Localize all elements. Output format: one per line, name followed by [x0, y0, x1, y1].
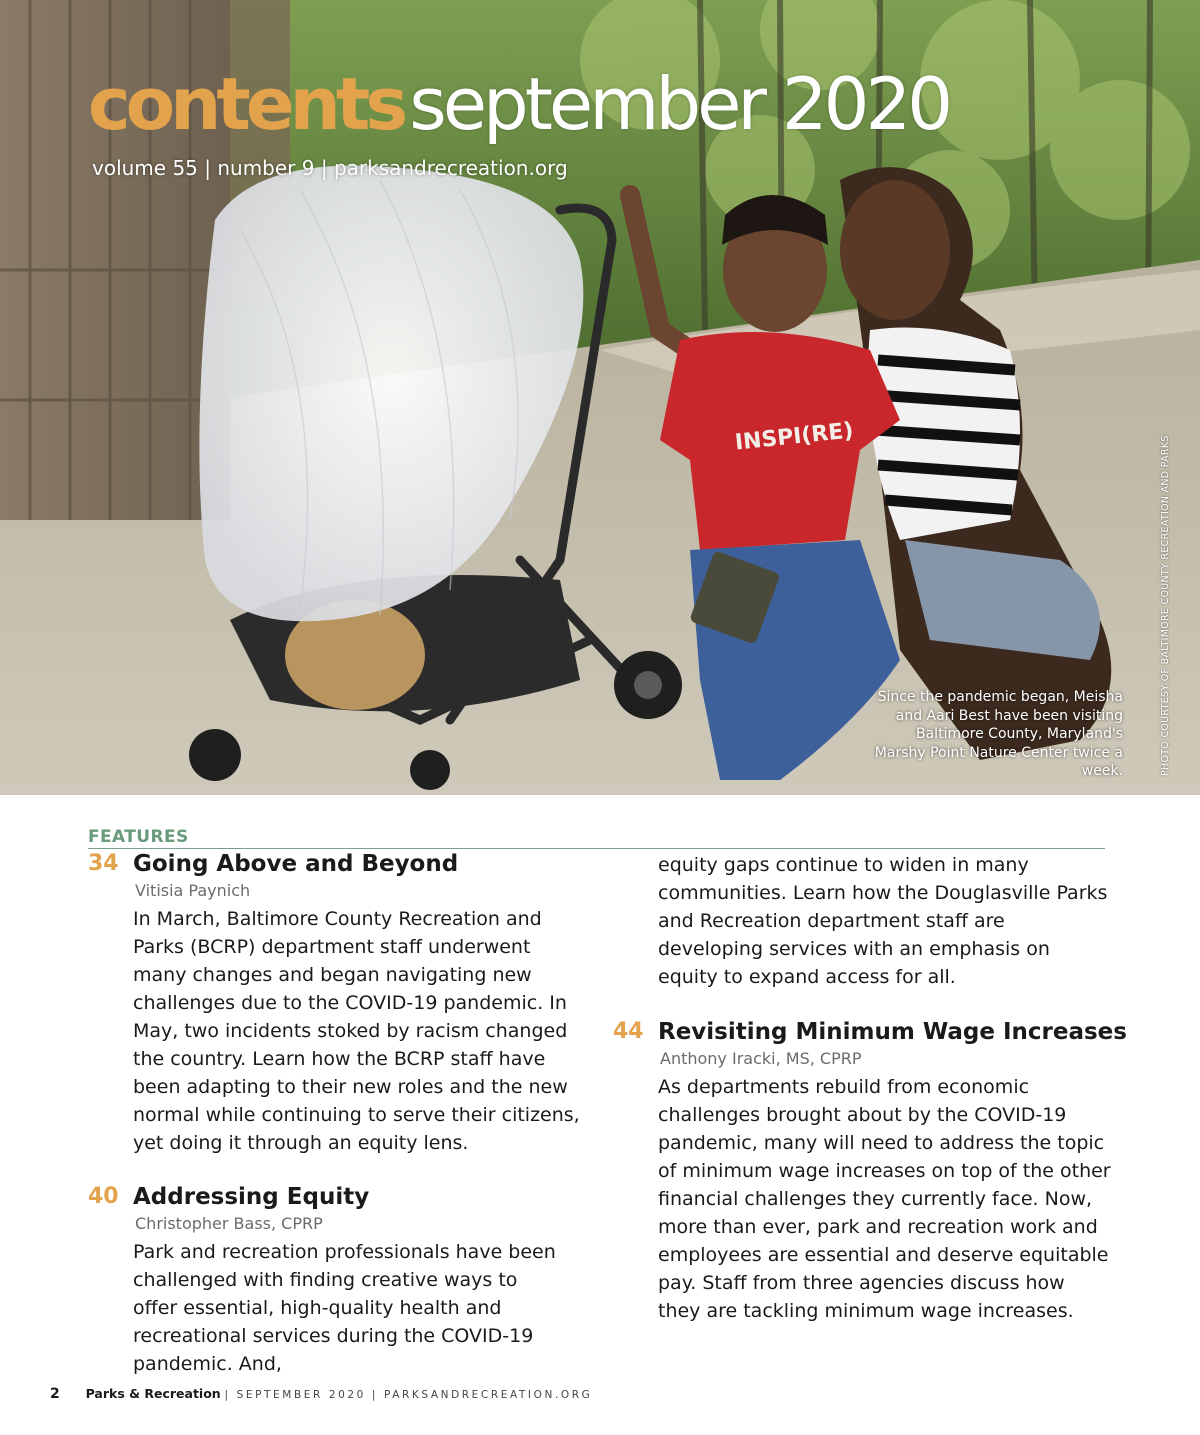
- article-page-number: 40: [88, 1184, 119, 1209]
- article-author: Anthony Iracki, MS, CPRP: [660, 1049, 862, 1068]
- features-heading: FEATURES: [88, 827, 189, 847]
- shirt-print-text: INSPI(RE): [733, 418, 855, 456]
- article-44[interactable]: [613, 1019, 1127, 1325]
- article-summary-continued: equity gaps continue to widen in many communities. Learn how the Douglasville Parks and Recreation department staff are developing services with an emphasis on equity to expand access for all.: [658, 854, 1108, 988]
- article-40[interactable]: [88, 1184, 588, 1378]
- volume-line: volume 55 | number 9 | parksandrecreation.org: [92, 156, 568, 180]
- article-summary: As departments rebuild from economic challenges brought about by the COVID-19 pandemic, many will need to address the topic of minimum wage increases on top of the other financial challenges they currently face. Now, more than ever, park and recreation work and employees are essential and deserve equitable pay. Staff from three agencies discuss how they are tackling minimum wage increases.: [658, 1076, 1111, 1322]
- photo-credit: PHOTO COURTESY OF BALTIMORE COUNTY RECREATION AND PARKS: [1160, 435, 1171, 776]
- article-summary: In March, Baltimore County Recreation and Parks (BCRP) department staff underwent many changes and began navigating new challenges due to the COVID-19 pandemic. In May, two incidents stoked by racism changed the country. Learn how the BCRP staff have been adapting to their new roles and the new normal while continuing to serve their citizens, yet doing it through an equity lens.: [133, 908, 580, 1154]
- features-divider: [88, 848, 1105, 849]
- magazine-name: Parks & Recreation: [85, 1386, 221, 1401]
- article-author: Vitisia Paynich: [135, 881, 251, 900]
- article-title[interactable]: Going Above and Beyond: [133, 851, 459, 877]
- footer-issue-info: | SEPTEMBER 2020 | PARKSANDRECREATION.ORG: [224, 1389, 593, 1401]
- title-contents: contents: [88, 62, 404, 146]
- article-page-number: 44: [613, 1019, 644, 1044]
- article-34[interactable]: [88, 851, 588, 1157]
- page-footer: [50, 1386, 592, 1402]
- article-title[interactable]: Addressing Equity: [133, 1184, 370, 1210]
- article-page-number: 34: [88, 851, 119, 876]
- title-issue-date: september 2020: [409, 62, 950, 146]
- page-number: 2: [50, 1386, 60, 1402]
- masthead-title: [88, 62, 949, 146]
- article-summary: Park and recreation professionals have been challenged with finding creative ways to offer essential, high-quality health and recreational services during the COVID-19 pandemic. And,: [133, 1241, 556, 1375]
- article-title[interactable]: Revisiting Minimum Wage Increases: [658, 1019, 1127, 1045]
- photo-caption: Since the pandemic began, Meisha and Aari Best have been visiting Baltimore County, Maryland's Marshy Point Nature Center twice a week.: [874, 689, 1123, 779]
- article-author: Christopher Bass, CPRP: [135, 1214, 323, 1233]
